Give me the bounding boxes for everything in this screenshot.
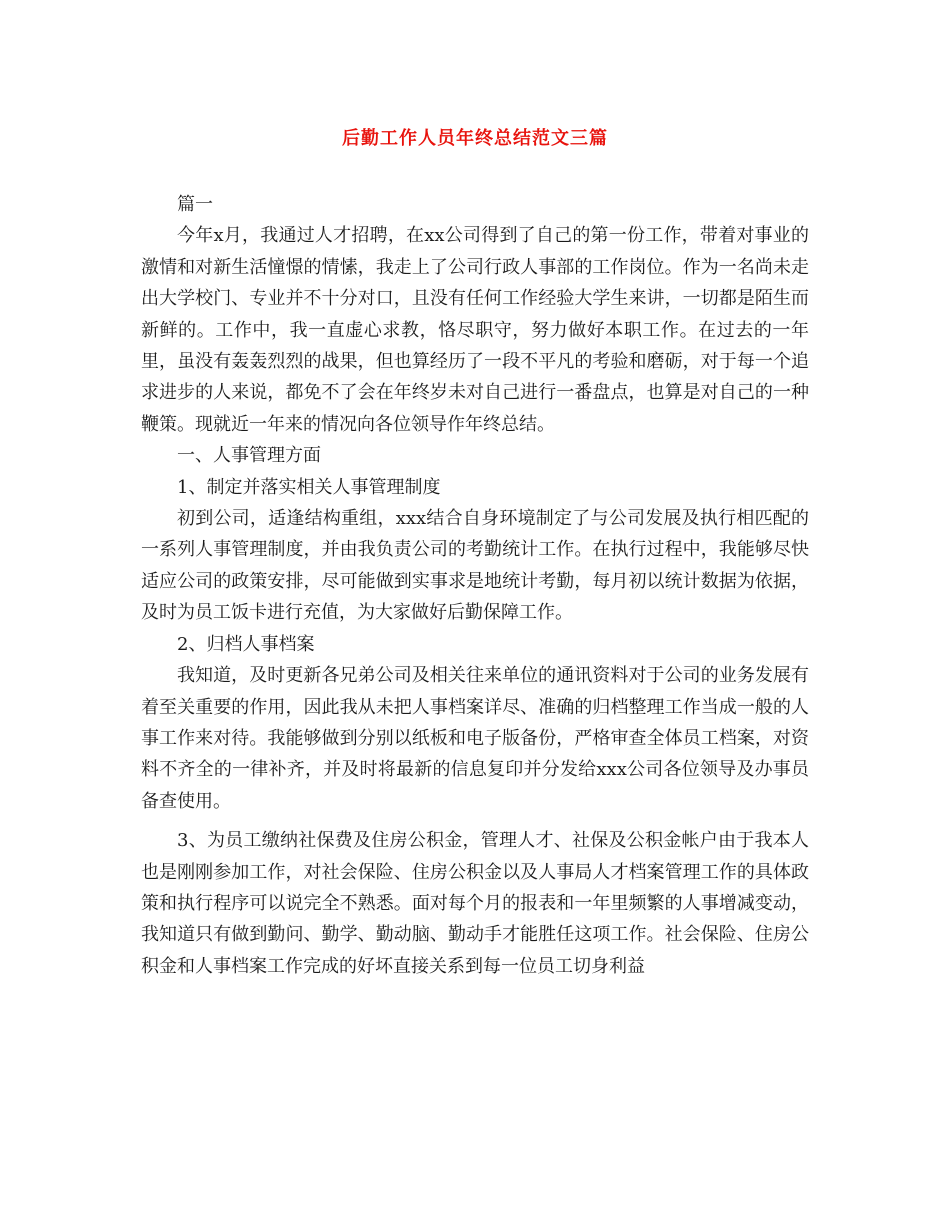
document-title: 后勤工作人员年终总结范文三篇 <box>342 128 608 149</box>
body-paragraph: 初到公司，适逢结构重组，xxx结合自身环境制定了与公司发展及执行相匹配的一系列人事管理制度，并由我负责公司的考勤统计工作。在执行过程中，我能够尽快适应公司的政策安排，尽可能做到实事求是地统计考勤，每月初以统计数据为依据，及时为员工饭卡进行充值，为大家做好后勤保障工作。 <box>141 508 809 624</box>
body-paragraph: 我知道，及时更新各兄弟公司及相关往来单位的通讯资料对于公司的业务发展有着至关重要的作用，因此我从未把人事档案详尽、准确的归档整理工作当成一般的人事工作来对待。我能够做到分别以纸板和电子版备份，严格审查全体员工档案，对资料不齐全的一律补齐，并及时将最新的信息复印并分发给xxx公司各位领导及办事员备查使用。 <box>141 665 809 812</box>
body-paragraph: 今年x月，我通过人才招聘，在xx公司得到了自己的第一份工作，带着对事业的激情和对新生活憧憬的情愫，我走上了公司行政人事部的工作岗位。作为一名尚未走出大学校门、专业并不十分对口，且没有任何工作经验大学生来讲，一切都是陌生而新鲜的。工作中，我一直虚心求教，恪尽职守，努力做好本职工作。在过去的一年里，虽没有轰轰烈烈的战果，但也算经历了一段不平凡的考验和磨砺，对于每一个追求进步的人来说，都免不了会在年终岁未对自己进行一番盘点，也算是对自己的一种鞭策。现就近一年来的情况向各位领导作年终总结。 <box>141 225 809 435</box>
subheading: 1、制定并落实相关人事管理制度 <box>177 476 441 498</box>
document-body <box>141 189 809 982</box>
subheading: 一、人事管理方面 <box>177 445 321 467</box>
body-paragraph: 3、为员工缴纳社保费及住房公积金，管理人才、社保及公积金帐户由于我本人也是刚刚参加工作，对社会保险、住房公积金以及人事局人才档案管理工作的具体政策和执行程序可以说完全不熟悉。面对每个月的报表和一年里频繁的人事增减变动，我知道只有做到勤问、勤学、勤动脑、勤动手才能胜任这项工作。社会保险、住房公积金和人事档案工作完成的好坏直接关系到每一位员工切身利益 <box>141 830 809 977</box>
section-heading: 篇一 <box>177 194 213 215</box>
subheading: 2、归档人事档案 <box>177 633 315 655</box>
